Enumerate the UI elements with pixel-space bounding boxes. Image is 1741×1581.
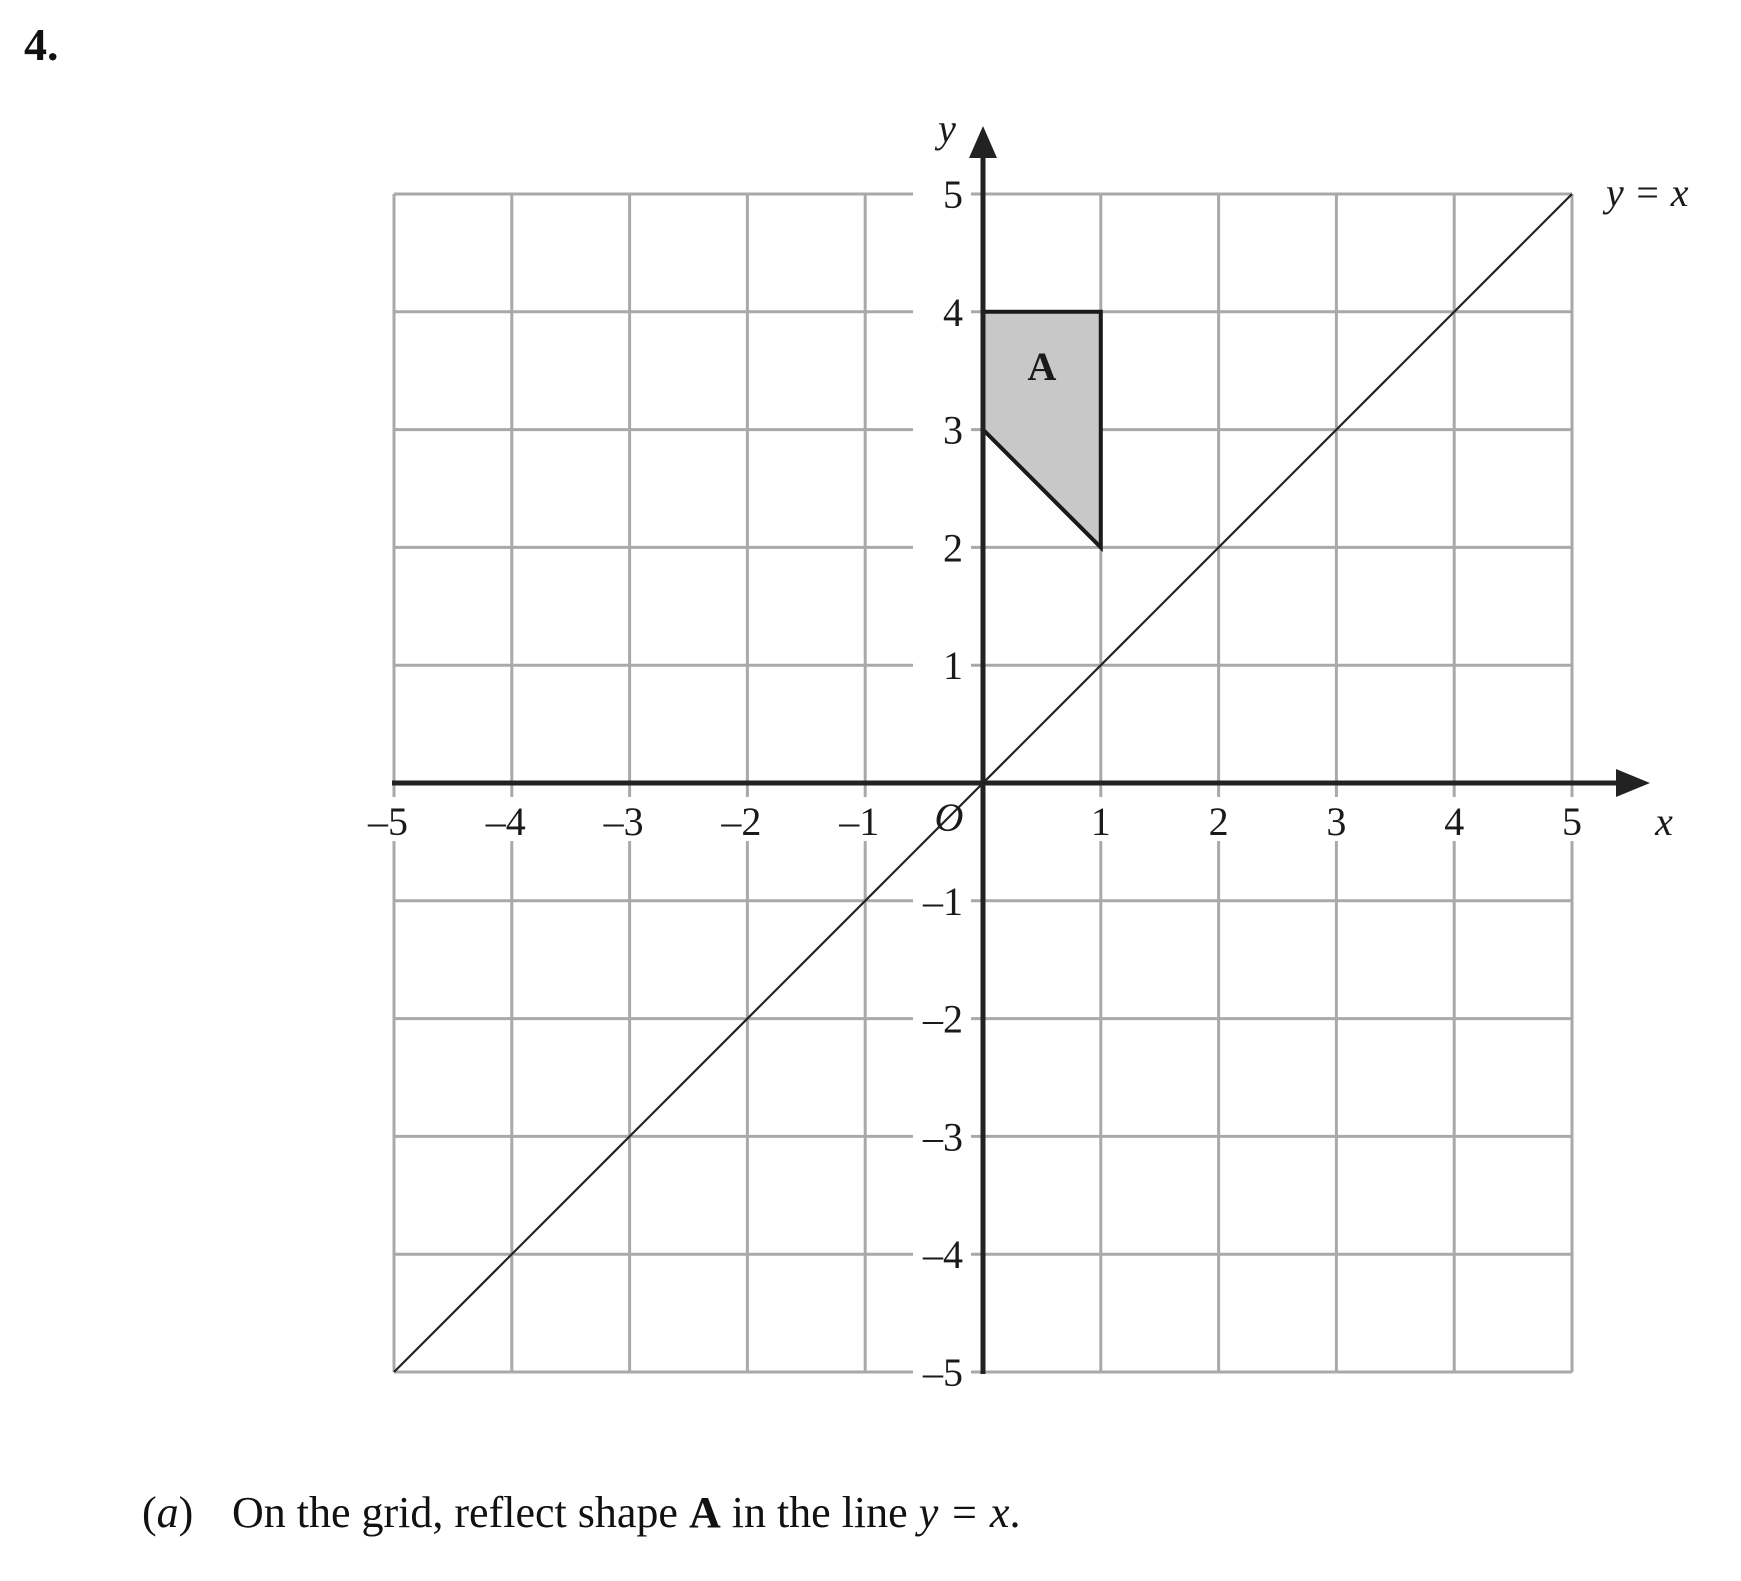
y-tick-label: 1 — [943, 643, 963, 689]
y-tick-label: 4 — [943, 289, 963, 335]
axis-labels — [362, 106, 1689, 1395]
x-tick-label: –5 — [368, 799, 408, 844]
x-tick-label: –4 — [485, 799, 526, 844]
part-label: (a) — [142, 1488, 194, 1537]
x-tick-label: –3 — [603, 799, 644, 844]
x-tick-label: 4 — [1444, 799, 1465, 844]
question-equation: y = x — [918, 1488, 1010, 1537]
x-axis-label: x — [1655, 799, 1673, 844]
question-shape-name: A — [688, 1488, 721, 1537]
y-tick-label: –4 — [923, 1232, 963, 1278]
y-axis-label: y — [938, 106, 956, 151]
origin-label: O — [934, 795, 964, 840]
question-text-before: On the grid, reflect shape — [232, 1488, 689, 1537]
y-tick-label: –5 — [923, 1350, 963, 1395]
y-tick-label: –2 — [923, 996, 963, 1042]
shape-a-label: A — [1027, 344, 1057, 390]
shape-a-group — [983, 312, 1101, 548]
question-part-a — [142, 1487, 1020, 1538]
line-label: y = x — [1606, 170, 1689, 215]
x-tick-label: –1 — [839, 799, 880, 844]
y-tick-label: –1 — [923, 878, 963, 924]
x-tick-label: –2 — [721, 799, 762, 844]
y-tick-label: 3 — [943, 407, 963, 453]
question-text-after: . — [1009, 1488, 1021, 1537]
y-tick-label: 2 — [943, 525, 963, 571]
question-text-middle: in the line — [720, 1488, 919, 1537]
x-tick-label: 3 — [1326, 799, 1347, 844]
x-tick-label: 1 — [1090, 799, 1111, 844]
y-axis-arrow — [969, 126, 997, 158]
x-tick-label: 2 — [1208, 799, 1229, 844]
x-tick-label: 5 — [1562, 799, 1582, 844]
y-tick-label: –3 — [923, 1114, 963, 1160]
part-letter: a — [156, 1488, 179, 1537]
question-number: 4. — [24, 19, 59, 70]
x-axis-arrow — [1616, 769, 1650, 797]
y-tick-label: 5 — [943, 172, 963, 217]
